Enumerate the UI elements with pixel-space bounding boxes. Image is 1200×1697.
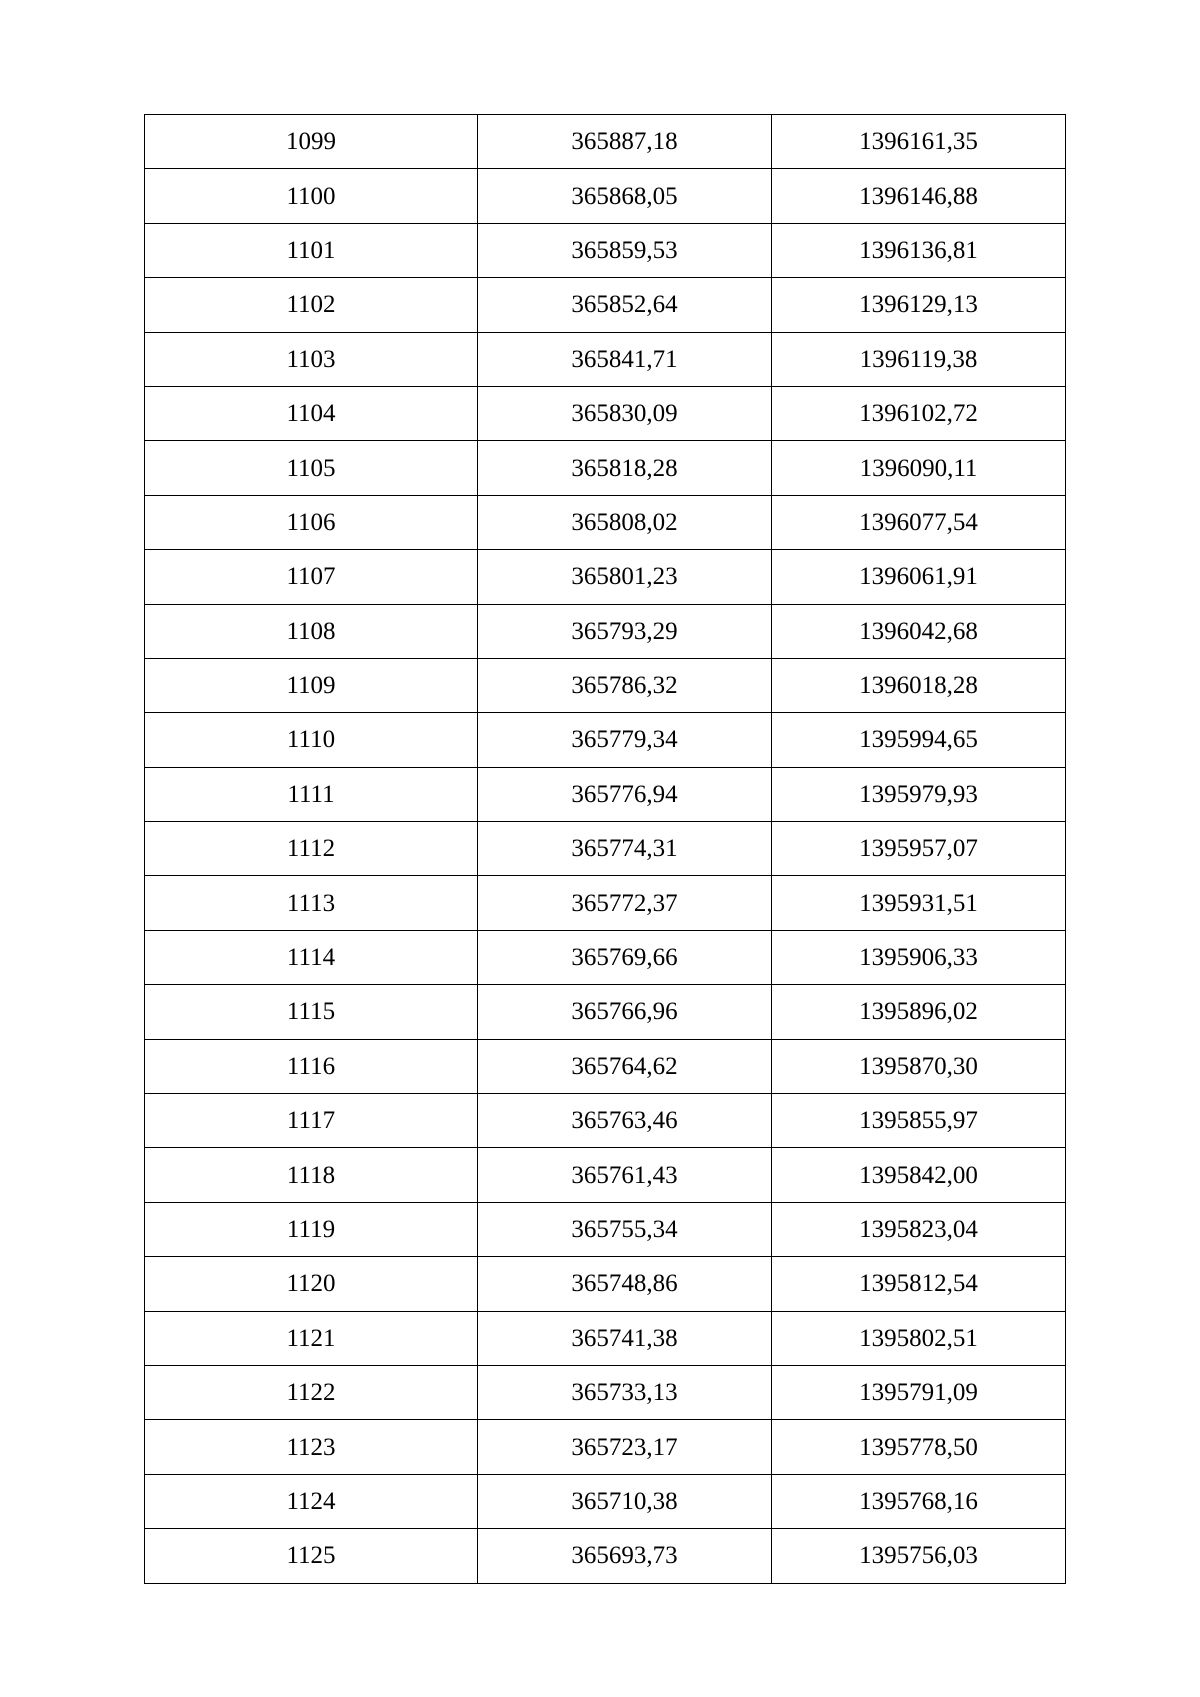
table-row bbox=[145, 604, 1066, 658]
y-coordinate-cell: 1395778,50 bbox=[772, 1420, 1066, 1474]
point-number-cell: 1110 bbox=[145, 713, 478, 767]
x-coordinate-cell: 365779,34 bbox=[478, 713, 772, 767]
point-number-cell: 1122 bbox=[145, 1365, 478, 1419]
y-coordinate-cell: 1396090,11 bbox=[772, 441, 1066, 495]
x-coordinate-cell: 365761,43 bbox=[478, 1148, 772, 1202]
table-row bbox=[145, 550, 1066, 604]
y-coordinate-cell: 1396161,35 bbox=[772, 115, 1066, 169]
y-coordinate-cell: 1395855,97 bbox=[772, 1094, 1066, 1148]
y-coordinate-cell: 1396129,13 bbox=[772, 278, 1066, 332]
x-coordinate-cell: 365774,31 bbox=[478, 822, 772, 876]
y-coordinate-cell: 1396042,68 bbox=[772, 604, 1066, 658]
x-coordinate-cell: 365748,86 bbox=[478, 1257, 772, 1311]
table-row bbox=[145, 822, 1066, 876]
point-number-cell: 1124 bbox=[145, 1474, 478, 1528]
y-coordinate-cell: 1395896,02 bbox=[772, 985, 1066, 1039]
table-row bbox=[145, 1311, 1066, 1365]
y-coordinate-cell: 1395823,04 bbox=[772, 1202, 1066, 1256]
point-number-cell: 1123 bbox=[145, 1420, 478, 1474]
point-number-cell: 1105 bbox=[145, 441, 478, 495]
y-coordinate-cell: 1395842,00 bbox=[772, 1148, 1066, 1202]
x-coordinate-cell: 365801,23 bbox=[478, 550, 772, 604]
y-coordinate-cell: 1395979,93 bbox=[772, 767, 1066, 821]
x-coordinate-cell: 365769,66 bbox=[478, 930, 772, 984]
table-row bbox=[145, 495, 1066, 549]
point-number-cell: 1106 bbox=[145, 495, 478, 549]
point-number-cell: 1125 bbox=[145, 1529, 478, 1583]
y-coordinate-cell: 1396077,54 bbox=[772, 495, 1066, 549]
table-row bbox=[145, 1257, 1066, 1311]
table-row bbox=[145, 1365, 1066, 1419]
table-row bbox=[145, 713, 1066, 767]
x-coordinate-cell: 365776,94 bbox=[478, 767, 772, 821]
point-number-cell: 1112 bbox=[145, 822, 478, 876]
point-number-cell: 1099 bbox=[145, 115, 478, 169]
table-row bbox=[145, 1474, 1066, 1528]
table-row bbox=[145, 658, 1066, 712]
point-number-cell: 1108 bbox=[145, 604, 478, 658]
table-row bbox=[145, 767, 1066, 821]
point-number-cell: 1121 bbox=[145, 1311, 478, 1365]
table-row bbox=[145, 441, 1066, 495]
y-coordinate-cell: 1395791,09 bbox=[772, 1365, 1066, 1419]
point-number-cell: 1115 bbox=[145, 985, 478, 1039]
point-number-cell: 1117 bbox=[145, 1094, 478, 1148]
x-coordinate-cell: 365763,46 bbox=[478, 1094, 772, 1148]
point-number-cell: 1111 bbox=[145, 767, 478, 821]
y-coordinate-cell: 1395768,16 bbox=[772, 1474, 1066, 1528]
y-coordinate-cell: 1395812,54 bbox=[772, 1257, 1066, 1311]
table-row bbox=[145, 278, 1066, 332]
x-coordinate-cell: 365733,13 bbox=[478, 1365, 772, 1419]
point-number-cell: 1104 bbox=[145, 386, 478, 440]
table-row bbox=[145, 985, 1066, 1039]
x-coordinate-cell: 365808,02 bbox=[478, 495, 772, 549]
y-coordinate-cell: 1395756,03 bbox=[772, 1529, 1066, 1583]
x-coordinate-cell: 365868,05 bbox=[478, 169, 772, 223]
y-coordinate-cell: 1395906,33 bbox=[772, 930, 1066, 984]
x-coordinate-cell: 365852,64 bbox=[478, 278, 772, 332]
point-number-cell: 1109 bbox=[145, 658, 478, 712]
y-coordinate-cell: 1396119,38 bbox=[772, 332, 1066, 386]
table-row bbox=[145, 1039, 1066, 1093]
x-coordinate-cell: 365764,62 bbox=[478, 1039, 772, 1093]
coordinates-table bbox=[144, 114, 1066, 1584]
table-row bbox=[145, 876, 1066, 930]
table-row bbox=[145, 1420, 1066, 1474]
x-coordinate-cell: 365818,28 bbox=[478, 441, 772, 495]
x-coordinate-cell: 365841,71 bbox=[478, 332, 772, 386]
table-row bbox=[145, 332, 1066, 386]
y-coordinate-cell: 1396018,28 bbox=[772, 658, 1066, 712]
point-number-cell: 1118 bbox=[145, 1148, 478, 1202]
x-coordinate-cell: 365830,09 bbox=[478, 386, 772, 440]
y-coordinate-cell: 1395870,30 bbox=[772, 1039, 1066, 1093]
y-coordinate-cell: 1395957,07 bbox=[772, 822, 1066, 876]
point-number-cell: 1100 bbox=[145, 169, 478, 223]
x-coordinate-cell: 365723,17 bbox=[478, 1420, 772, 1474]
point-number-cell: 1113 bbox=[145, 876, 478, 930]
x-coordinate-cell: 365859,53 bbox=[478, 223, 772, 277]
x-coordinate-cell: 365786,32 bbox=[478, 658, 772, 712]
table-row bbox=[145, 1202, 1066, 1256]
table-row bbox=[145, 386, 1066, 440]
x-coordinate-cell: 365766,96 bbox=[478, 985, 772, 1039]
table-row bbox=[145, 223, 1066, 277]
point-number-cell: 1120 bbox=[145, 1257, 478, 1311]
x-coordinate-cell: 365710,38 bbox=[478, 1474, 772, 1528]
table-row bbox=[145, 930, 1066, 984]
y-coordinate-cell: 1396146,88 bbox=[772, 169, 1066, 223]
coordinates-table-body bbox=[145, 115, 1066, 1584]
x-coordinate-cell: 365793,29 bbox=[478, 604, 772, 658]
y-coordinate-cell: 1396136,81 bbox=[772, 223, 1066, 277]
x-coordinate-cell: 365887,18 bbox=[478, 115, 772, 169]
point-number-cell: 1101 bbox=[145, 223, 478, 277]
y-coordinate-cell: 1396061,91 bbox=[772, 550, 1066, 604]
y-coordinate-cell: 1395802,51 bbox=[772, 1311, 1066, 1365]
point-number-cell: 1103 bbox=[145, 332, 478, 386]
table-row bbox=[145, 115, 1066, 169]
x-coordinate-cell: 365693,73 bbox=[478, 1529, 772, 1583]
point-number-cell: 1114 bbox=[145, 930, 478, 984]
point-number-cell: 1107 bbox=[145, 550, 478, 604]
y-coordinate-cell: 1395994,65 bbox=[772, 713, 1066, 767]
point-number-cell: 1119 bbox=[145, 1202, 478, 1256]
y-coordinate-cell: 1395931,51 bbox=[772, 876, 1066, 930]
table-row bbox=[145, 1148, 1066, 1202]
table-row bbox=[145, 1529, 1066, 1583]
x-coordinate-cell: 365741,38 bbox=[478, 1311, 772, 1365]
x-coordinate-cell: 365772,37 bbox=[478, 876, 772, 930]
table-row bbox=[145, 169, 1066, 223]
point-number-cell: 1102 bbox=[145, 278, 478, 332]
point-number-cell: 1116 bbox=[145, 1039, 478, 1093]
table-row bbox=[145, 1094, 1066, 1148]
y-coordinate-cell: 1396102,72 bbox=[772, 386, 1066, 440]
x-coordinate-cell: 365755,34 bbox=[478, 1202, 772, 1256]
